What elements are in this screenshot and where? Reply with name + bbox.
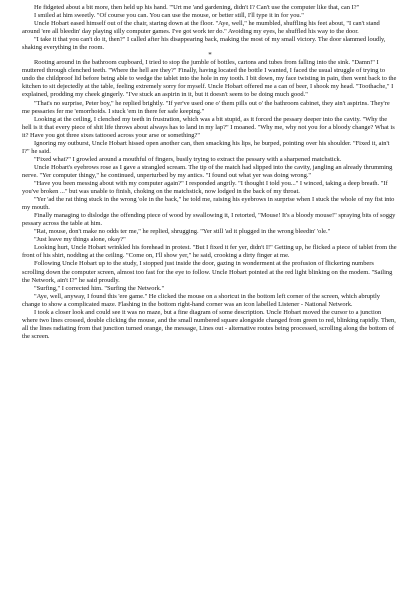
paragraph: "Aye, well, anyway, I found this 'ere game." He clicked the mouse on a shortcut in the bottom left corner of the screen, which abruptly change to show a complicated maze. Flashing in the bottom right-hand corner was an icon labelled Listener - National Network. [22,292,380,308]
paragraph: Rooting around in the bathroom cupboard, I tried to stop the jumble of bottles, cartons and tubes from falling into the sink. "Damn!" I muttered through clenched teeth. "Where the hell are they?" Finally, having located the bottle I wanted, I faced the usual struggle of trying to undo the childproof lid before being able to wedge the tablet into the hole in my tooth. I bit down, my face twisting in pain, then went back to the kitchen to sit dejectedly at the table, feeling extremely sorry for myself. Uncle Hobart offered me a can of beer, I shook my head. "Toothache," I explained, prodding my cheek gingerly. "I've stuck an aspirin in it, but it doesn't seem to be doing much good." [22,59,397,99]
paragraph: "Rat, mouse, don't make no odds ter me," he replied, shrugging. "Yer still 'ad it plugged in the wrong bleedin' 'ole." [34,228,331,236]
paragraph: "Yer 'ad the rat thing stuck in the wrong 'ole in the back," he told me, raising his eyebrows in surprise when I stuck the whole of my fist into my mouth. [22,196,395,212]
paragraph: Ignoring my outburst, Uncle Hobart hissed open another can, then smacking his lips, he burped, pointing over his shoulder. "Fixed it, ain't I?" he said. [22,139,390,155]
paragraph: "Fixed what?" I growled around a mouthful of fingers, busily trying to extract the pessary with a sharpened matchstick. [34,155,342,163]
paragraph: "Surfing," I corrected him. "Surfing the Network." [34,284,165,292]
paragraph: I smiled at him sweetly. "Of course you can. You can use the mouse, or better still, I'll type it in for you." [34,12,304,20]
text-block-before-break [22,4,398,52]
paragraph: Uncle Hobart's eyebrows rose as I gave a strangled scream. The tip of the match had slipped into the cavity, jangling an already thrumming nerve. "Yer computer thingy," he continued, unperturbed by my antics. "I found out what yer was doing wrong." [22,163,393,179]
paragraph: Looking hurt, Uncle Hobart wrinkled his forehead in protest. "But I fixed it fer yer, didn't I!" Getting up, he flicked a piece of tablet from the front of his shirt, nodding at the ceiling. "Come on, I'll show yer," he said, crooking a dirty finger at me. [22,244,397,260]
paragraph: "Just leave my things alone, okay?" [34,236,126,244]
paragraph: Looking at the ceiling, I clenched my teeth in frustration, which was a bit stupid, as it forced the pessary deeper into the cavity. "Why the hell is it that every piece of shit life throws about always has to land in my lap?" I moaned. "Why me, why not you for a bloody change? What is it? Have you got three sixes tattooed across your arse or something?" [22,115,395,139]
paragraph: I took a closer look and could see it was no maze, but a fine diagram of some description. Uncle Hobart moved the cursor to a junction where two lines crossed, double clicking the mouse, and the small numbered square alongside changed from green to red, blinking rapidly. Then, all the lines radiating from that junction turned orange, the message, Lines out - alternative routes being processed, scrolling along the bottom of the screen. [22,308,396,340]
paragraph: He fidgeted about a bit more, then held up his hand. "'Urt me 'and gardening, didn't I? Can't use the computer like that, can I?" [34,4,360,11]
paragraph: "I take it that you can't do it, then?" I called after his disappearing back, making the most of my small victory. The door slammed loudly, shaking everything in the room. [22,36,386,52]
paragraph: "That's no surprise, Peter boy," he replied brightly. "If yer've used one o' them pills out o' the bathroom cabinet, they ain't aspirins. They're me pessaries fer me 'emorrhoids. I stuck 'em in there fer safe keeping." [22,99,390,115]
paragraph: Finally managing to dislodge the offending piece of wood by swallowing it, I retorted, "Mouse! It's a bloody mouse!" spraying bits of soggy pessary across the table at him. [22,212,396,228]
paragraph: "Have you been messing about with my computer again?" I responded angrily. "I thought I told you..." I winced, taking a deep breath. "If you've broken ..." but was unable to finish, choking on the matchstick, now lodged in the back of my throat. [22,179,388,196]
paragraph: Uncle Hobart eased himself out of the chair, staring down at the floor. "Aye, well," he mumbled, shuffling his feet about, "I can't stand around 'ere all bleedin' day playing silly computer games. I've got work ter do." Avoiding my eyes, he shuffled his way to the door. [22,20,380,36]
text-block-after-break [22,59,398,341]
paragraph: Following Uncle Hobart up to the study, I stopped just inside the door, gazing in wonderment at the profusion of flickering numbers scrolling down the computer screen, almost too fast for the eye to follow. Uncle Hobart pointed at the red light blinking on the modem. "Sailing the Network, ain't I?" he said proudly. [22,260,393,284]
section-break: * [208,51,212,60]
